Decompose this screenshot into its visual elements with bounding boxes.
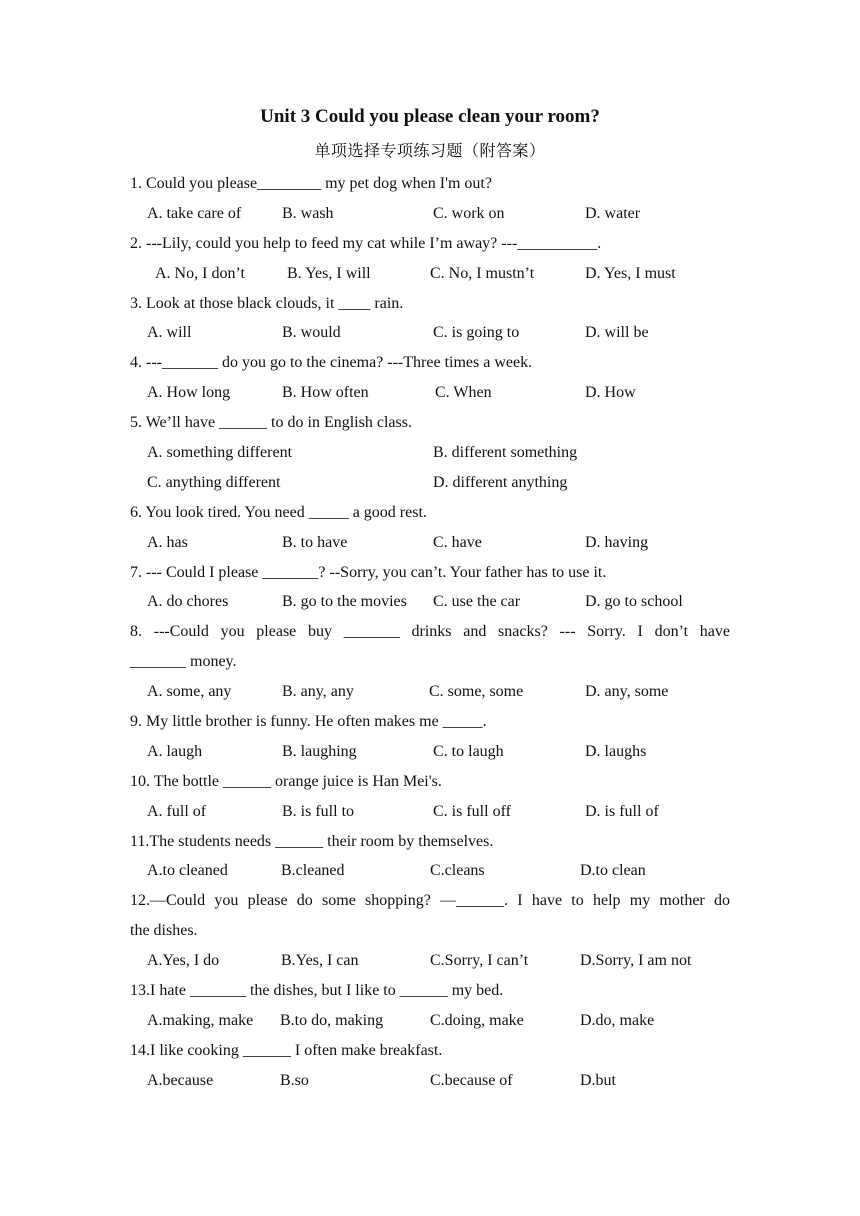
answer-option[interactable]: C.because of [430, 1071, 513, 1089]
question-item [130, 707, 730, 767]
answer-option[interactable]: A. full of [147, 802, 207, 820]
answer-option[interactable]: B. any, any [282, 683, 354, 701]
option-row [130, 856, 730, 886]
document-subtitle: 单项选择专项练习题（附答案） [314, 141, 546, 160]
answer-option[interactable]: D. water [585, 204, 641, 222]
question-item [130, 408, 730, 498]
answer-option[interactable]: B. to have [282, 533, 348, 551]
option-row [130, 259, 730, 289]
question-item [130, 976, 730, 1036]
answer-option[interactable]: D.but [580, 1071, 616, 1089]
question-item [130, 617, 730, 707]
question-item [130, 229, 730, 289]
answer-option[interactable]: C. anything different [147, 473, 281, 491]
answer-option[interactable]: A. some, any [147, 683, 232, 701]
answer-option[interactable]: D. different anything [433, 473, 568, 491]
question-stem: 4. ---_______ do you go to the cinema? ---Three times a week. [130, 354, 533, 372]
answer-option[interactable]: C. When [435, 384, 492, 402]
answer-option[interactable]: D. any, some [585, 683, 669, 701]
answer-option[interactable]: B.so [280, 1071, 309, 1089]
answer-option[interactable]: A. take care of [147, 204, 242, 222]
answer-option[interactable]: C.doing, make [430, 1011, 524, 1029]
answer-option[interactable]: D.to clean [580, 862, 646, 880]
answer-option[interactable]: A. No, I don’t [155, 264, 245, 282]
answer-option[interactable]: B.Yes, I can [281, 952, 359, 970]
answer-option[interactable]: C. to laugh [433, 742, 504, 760]
question-stem: 12.—Could you please do some shopping? —______. I have to help my mother do [130, 892, 730, 910]
question-item [130, 827, 730, 887]
option-row [130, 1066, 730, 1096]
answer-option[interactable]: A.making, make [147, 1011, 254, 1029]
answer-option[interactable]: C. No, I mustn’t [430, 264, 535, 282]
answer-option[interactable]: A. How long [147, 384, 231, 402]
answer-option[interactable]: D.do, make [580, 1011, 655, 1029]
answer-option[interactable]: A. something different [147, 444, 293, 462]
option-row [130, 946, 730, 976]
answer-option[interactable]: B. How often [282, 384, 369, 402]
answer-option[interactable]: B. is full to [282, 802, 355, 820]
question-list [130, 169, 730, 1096]
option-row [130, 468, 730, 498]
question-item [130, 1036, 730, 1096]
option-row [130, 438, 730, 468]
question-item [130, 886, 730, 976]
answer-option[interactable]: C. is going to [433, 324, 520, 342]
answer-option[interactable]: A.to cleaned [147, 862, 228, 880]
option-row [130, 737, 730, 767]
answer-option[interactable]: D. will be [585, 324, 649, 342]
answer-option[interactable]: B. would [282, 324, 341, 342]
option-row [130, 378, 730, 408]
answer-option[interactable]: A.because [147, 1071, 214, 1089]
question-stem: 9. My little brother is funny. He often makes me _____. [130, 713, 487, 731]
question-stem: 11.The students needs ______ their room by themselves. [130, 832, 494, 850]
option-row [130, 677, 730, 707]
answer-option[interactable]: D.Sorry, I am not [580, 952, 692, 970]
question-stem: 5. We’ll have ______ to do in English class. [130, 414, 412, 432]
question-stem: 6. You look tired. You need _____ a good rest. [130, 503, 427, 521]
question-stem: 8. ---Could you please buy _______ drinks and snacks? --- Sorry. I don’t have [130, 623, 730, 641]
answer-option[interactable]: B. go to the movies [282, 593, 407, 611]
answer-option[interactable]: C. work on [433, 204, 505, 222]
answer-option[interactable]: D. go to school [585, 593, 683, 611]
answer-option[interactable]: A.Yes, I do [147, 952, 220, 970]
answer-option[interactable]: D. having [585, 533, 649, 551]
answer-option[interactable]: A. has [147, 533, 188, 551]
answer-option[interactable]: D. is full of [585, 802, 659, 820]
question-stem: 3. Look at those black clouds, it ____ rain. [130, 294, 404, 312]
option-row [130, 1006, 730, 1036]
answer-option[interactable]: A. will [147, 324, 192, 342]
question-item [130, 348, 730, 408]
answer-option[interactable]: B. wash [282, 204, 334, 222]
question-item [130, 558, 730, 618]
question-stem-continued: the dishes. [130, 922, 198, 940]
answer-option[interactable]: B. different something [433, 444, 578, 462]
answer-option[interactable]: D. Yes, I must [585, 264, 676, 282]
answer-option[interactable]: D. How [585, 384, 636, 402]
option-row [130, 528, 730, 558]
question-item [130, 767, 730, 827]
question-stem: 1. Could you please________ my pet dog when I'm out? [130, 175, 492, 192]
answer-option[interactable]: C. is full off [433, 802, 511, 820]
answer-option[interactable]: C.Sorry, I can’t [430, 952, 529, 970]
answer-option[interactable]: C. some, some [429, 683, 524, 701]
question-stem: 14.I like cooking ______ I often make breakfast. [130, 1041, 443, 1059]
document-title: Unit 3 Could you please clean your room? [260, 106, 600, 127]
question-stem: 2. ---Lily, could you help to feed my cat while I’m away? ---__________. [130, 234, 602, 252]
answer-option[interactable]: B. Yes, I will [287, 264, 371, 282]
option-row [130, 797, 730, 827]
question-item [130, 289, 730, 349]
question-item [130, 169, 730, 229]
question-stem: 7. --- Could I please _______? --Sorry, you can’t. Your father has to use it. [130, 563, 607, 581]
option-row [130, 199, 730, 229]
answer-option[interactable]: B. laughing [282, 742, 357, 760]
question-stem-continued: _______ money. [130, 653, 237, 671]
option-row [130, 587, 730, 617]
answer-option[interactable]: D. laughs [585, 742, 647, 760]
answer-option[interactable]: A. do chores [147, 593, 229, 611]
answer-option[interactable]: A. laugh [147, 742, 203, 760]
answer-option[interactable]: C.cleans [430, 862, 485, 880]
question-stem: 13.I hate _______ the dishes, but I like to ______ my bed. [130, 982, 504, 1000]
answer-option[interactable]: B.cleaned [281, 862, 345, 880]
answer-option[interactable]: B.to do, making [280, 1011, 384, 1029]
answer-option[interactable]: C. have [433, 533, 482, 551]
question-item [130, 498, 730, 558]
option-row [130, 318, 730, 348]
answer-option[interactable]: C. use the car [433, 593, 521, 611]
question-stem: 10. The bottle ______ orange juice is Han Mei's. [130, 772, 442, 790]
